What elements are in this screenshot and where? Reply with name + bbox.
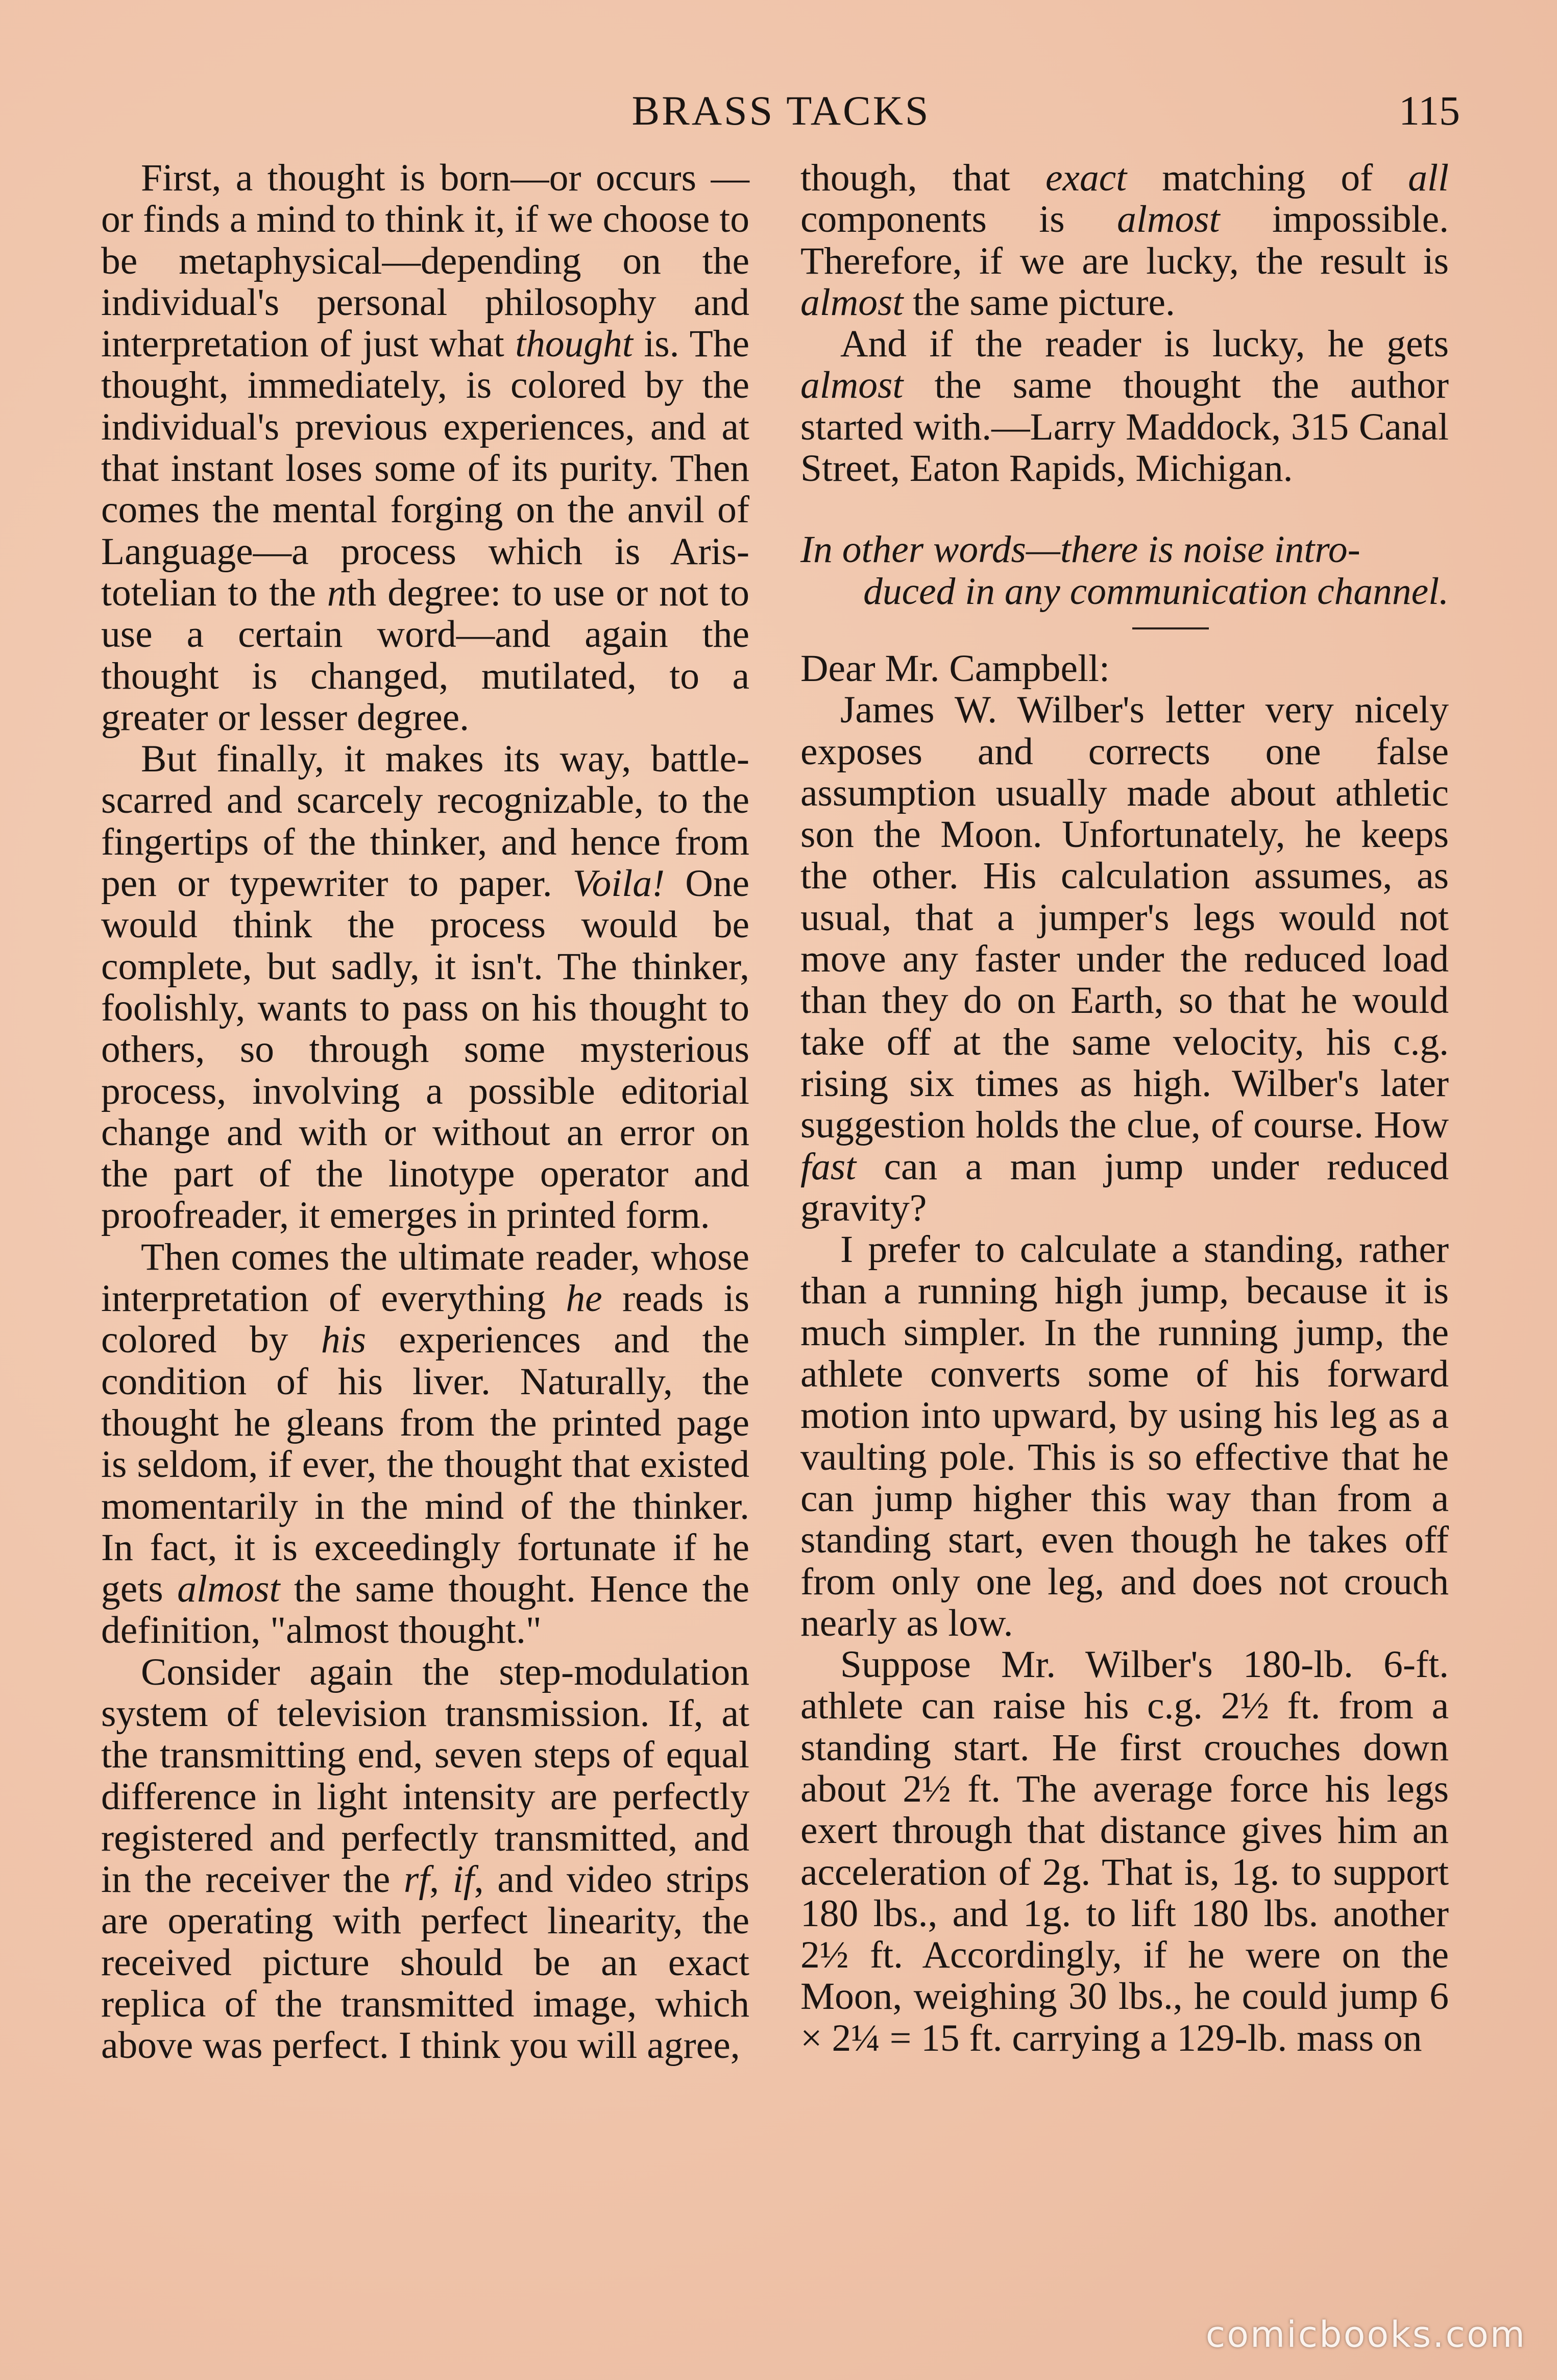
paragraph: Then comes the ultimate reader, whose interpretation of everything he reads is colored by his experiences and the condition of his liver. Naturally, the thought he gleans from the printed page is seldom, if ever, the thought that existed momentarily in the mind of the thinker. In fact, it is exceedingly fortunate if he gets almost the same thought. Hence the definition, "almost thought.": [101, 1235, 749, 1652]
paragraph: though, that exact matching of all components is almost impossible. Therefore, if we are lucky, the result is almost the same picture.: [800, 157, 1449, 324]
page-number: 115: [1399, 87, 1460, 134]
editor-note: In other words—there is noise intro- duced in any communication channel.: [800, 528, 1449, 613]
page-header: [102, 87, 1460, 143]
right-column: [800, 157, 1449, 2059]
running-head: BRASS TACKS: [631, 87, 931, 134]
paragraph: But finally, it makes its way, battle-scarred and scarcely recognizable, to the fingertips of the thinker, and hence from pen or typewriter to paper. Voila! One would think the process would be complete, but sadly, it isn't. The thinker, foolishly, wants to pass on his thought to others, so through some mysterious process, involving a possible editorial change and with or without an error on the part of the linotype operator and proofreader, it emerges in printed form.: [101, 738, 749, 1237]
left-column: [101, 157, 749, 2067]
paragraph: James W. Wilber's letter very nicely exposes and corrects one false assumption usually made about athletic son the Moon. Unfortunately, he keeps the other. His calculation assumes, as usual, that a jumper's legs would not move any faster under the reduced load than they do on Earth, so that he would take off at the same velocity, his c.g. rising six times as high. Wilber's later suggestion holds the clue, of course. How fast can a man jump under reduced gravity?: [800, 689, 1449, 1229]
salutation: Dear Mr. Campbell:: [800, 647, 1110, 690]
watermark: comicbooks.com: [1205, 2314, 1526, 2355]
paragraph: Suppose Mr. Wilber's 180-lb. 6-ft. athlete can raise his c.g. 2½ ft. from a standing start. He first crouches down about 2½ ft. The average force his legs exert through that distance gives him an acceleration of 2g. That is, 1g. to support 180 lbs., and 1g. to lift 180 lbs. another 2½ ft. Accordingly, if he were on the Moon, weighing 30 lbs., he could jump 6 × 2¼ = 15 ft. carrying a 129-lb. mass on: [800, 1643, 1449, 2059]
paragraph: Consider again the step-modulation system of television transmission. If, at the transmitting end, seven steps of equal difference in light intensity are perfectly registered and perfectly transmitted, and in the receiver the rf, if, and video strips are operating with perfect linearity, the received picture should be an exact replica of the transmitted image, which above was perfect. I think you will agree,: [101, 1650, 750, 2067]
paragraph: I prefer to calculate a standing, rather than a running high jump, because it is much simpler. In the running jump, the athlete converts some of his forward motion into upward, by using his leg as a vaulting pole. This is so effective that he can jump higher this way than from a standing start, even though he takes off from only one leg, and does not crouch nearly as low.: [800, 1228, 1449, 1644]
paragraph: First, a thought is born—or occurs —or finds a mind to think it, if we choose to be metaphysical—depending on the individual's personal philosophy and interpretation of just what thought is. The thought, immediately, is colored by the individual's previous experiences, and at that instant loses some of its purity. Then comes the mental forging on the anvil of Language—a process which is Aristotelian to the nth degree: to use or not to use a certain word—and again the thought is changed, mutilated, to a greater or lesser degree.: [101, 157, 750, 739]
divider-rule: [1132, 627, 1209, 629]
paragraph: And if the reader is lucky, he gets almost the same thought the author started with.—Larry Maddock, 315 Canal Street, Eaton Rapids, Michigan.: [800, 323, 1449, 490]
